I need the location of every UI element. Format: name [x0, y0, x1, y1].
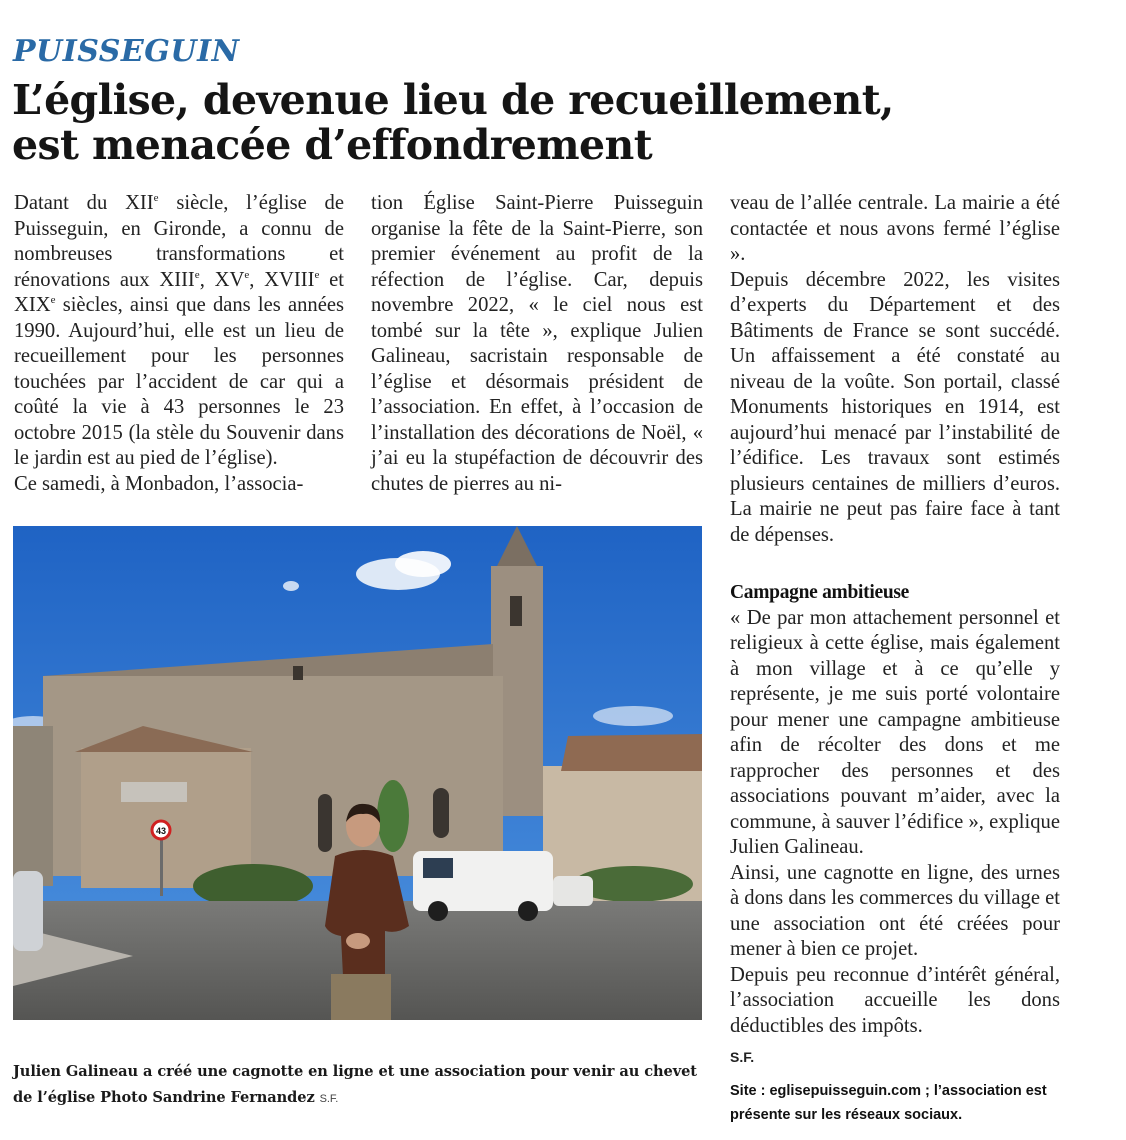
article-paragraph: Ce samedi, à Monbadon, l’associa- [14, 472, 304, 495]
speed-sign-text: 43 [155, 826, 167, 836]
info-sign [121, 782, 187, 802]
right-roof [561, 734, 702, 771]
tree [377, 780, 409, 852]
van-wheel [428, 901, 448, 921]
headline [12, 78, 1112, 168]
headline-line-1: L’église, devenue lieu de recueillement, [12, 76, 894, 124]
tower-window [510, 596, 522, 626]
caption-credit: S.F. [319, 1093, 339, 1105]
window [318, 794, 332, 852]
cloud [593, 706, 673, 726]
section-kicker: PUISSEGUIN [13, 34, 240, 69]
photo-caption [13, 1059, 703, 1112]
person-hands [346, 933, 370, 949]
cloud [395, 551, 451, 577]
article-paragraph: veau de l’allée centrale. La mairie a été contactée et nous avons fermé l’église ». [730, 192, 1060, 265]
headline-line-2: est menacée d’effondrement [12, 121, 653, 169]
article-paragraph: « De par mon attachement personnel et religieux à cette église, mais également à mon village et à ce qu’elle y représente, je me suis porté volontaire pour mener une campagne ambitieuse afin de récolter des dons et me rapprocher des personnes et des associations pouvant m’aider, avec la commune, à sauver l’édifice », explique Julien Galineau. [730, 606, 1060, 858]
person-trousers [331, 974, 391, 1020]
article-subhead: Campagne ambitieuse [730, 582, 910, 603]
white-car [553, 876, 593, 906]
sign-pole [160, 836, 163, 896]
left-building [13, 726, 53, 886]
van-window [423, 858, 453, 878]
article-paragraph: Ainsi, une cagnotte en ligne, des urnes à dons dans les commerces du village et une association ont été créées pour mener à bien ce projet. [730, 861, 1060, 960]
article-column-3 [730, 191, 1060, 1127]
article-paragraph: Depuis peu reconnue d’intérêt général, l’association accueille les dons déductibles des impôts. [730, 963, 1060, 1037]
caption-text: Julien Galineau a créé une cagnotte en ligne et une association pour venir au chevet de l’église Photo Sandrine Fernandez [13, 1063, 697, 1106]
article-paragraph: tion Église Saint-Pierre Puisseguin organise la fête de la Saint-Pierre, son premier événement au profit de la réfection de l’église. Car, depuis novembre 2022, « le ciel nous est tombé sur la tête », explique Julien Galineau, sacristain responsable de l’église et désormais président de l’association. En effet, à l’occasion de l’installation des décorations de Noël, « j’ai eu la stupéfaction de découvrir des chutes de pierres au ni- [371, 192, 703, 495]
window [433, 788, 449, 838]
website-note: Site : eglisepuisseguin.com ; l’association est présente sur les réseaux sociaux. [730, 1082, 1047, 1123]
parked-car [13, 871, 43, 951]
van-wheel [518, 901, 538, 921]
article-paragraph: Depuis décembre 2022, les visites d’experts du Département et des Bâtiments de France se sont succédé. Un affaissement a été constaté au niveau de la voûte. Son portail, classé Monuments historiques en 1914, est aujourd’hui menacé par l’instabilité de l’édifice. Les travaux sont estimés plusieurs centaines de milliers d’euros. La mairie ne peut pas faire face à tant de dépenses. [730, 268, 1060, 546]
article-paragraph: Datant du XIIe siècle, l’église de Puisseguin, en Gironde, a connu de nombreuses transformations et rénovations aux XIIIe, XVe, XVIIIe et XIXe siècles, ainsi que dans les années 1990. Aujourd’hui, elle est un lieu de recueillement pour les personnes touchées par l’accident de car qui a coûté la vie à 43 personnes le 23 octobre 2015 (la stèle du Souvenir dans le jardin est au pied de l’église). [14, 192, 345, 469]
article-column-1 [14, 191, 344, 497]
window [293, 666, 303, 680]
cloud [283, 581, 299, 591]
article-column-2 [371, 191, 703, 497]
author-signature: S.F. [730, 1049, 755, 1065]
church-photo [13, 526, 702, 1020]
